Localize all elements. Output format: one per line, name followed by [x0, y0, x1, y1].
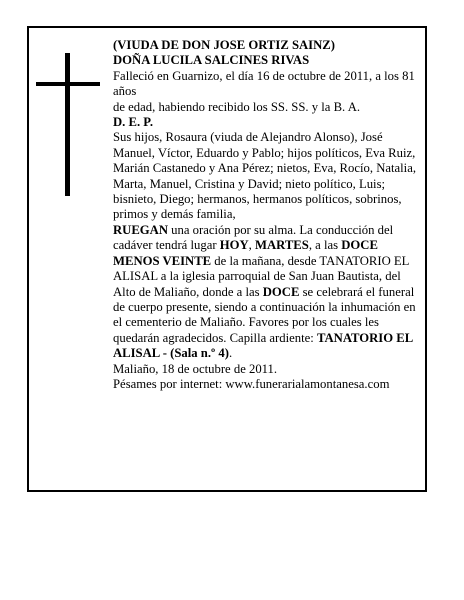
- obituary-text: [113, 38, 425, 392]
- funeral-text-5: se celebrará el funeral de cuerpo presente, siendo a continuación la inhumación en el cementerio de Maliaño. Favores por los cuales les quedarán agradecidos. Capilla ardiente:: [113, 284, 416, 345]
- death-notice: Falleció en Guarnizo, el día 16 de octubre de 2011, a los 81 años: [113, 68, 415, 99]
- dep-line: D. E. P.: [113, 115, 154, 130]
- cross-icon: [65, 53, 70, 196]
- sacraments-line: de edad, habiendo recibido los SS. SS. y la B. A.: [113, 99, 361, 114]
- family-paragraph: Sus hijos, Rosaura (viuda de Alejandro Alonso), José Manuel, Víctor, Eduardo y Pablo; hijos políticos, Eva Ruiz, Marián Castanedo y Ana Pérez; nietos, Eva, Rocío, Natalia, Marta, Manuel, Cristina y David; nieto político, Luis; bisnieto, Diego; hermanos, hermanos políticos, sobrinos, primos y demás familia,: [113, 130, 417, 222]
- cross-icon-bar: [36, 82, 100, 86]
- funeral-text-2: ,: [248, 238, 255, 253]
- ruegan-label: RUEGAN: [113, 222, 168, 237]
- funeral-paragraph: [113, 223, 425, 362]
- hoy-label: HOY: [219, 238, 249, 253]
- doce-label: DOCE: [262, 284, 300, 299]
- tanatorio-label: TANATORIO EL ALISAL - (Sala n.º 4): [113, 330, 413, 361]
- date-line: Maliaño, 18 de octubre de 2011.: [113, 361, 278, 376]
- martes-label: MARTES: [254, 238, 309, 253]
- funeral-text-1: una oración por su alma. La conducción del cadáver tendrá lugar: [113, 222, 394, 253]
- time-label: DOCE MENOS VEINTE: [113, 238, 378, 268]
- condolences-line: Pésames por internet: www.funerarialamontanesa.com: [113, 376, 390, 391]
- deceased-name: DOÑA LUCILA SALCINES RIVAS: [113, 53, 310, 68]
- heading-line-1: (VIUDA DE DON JOSE ORTIZ SAINZ): [113, 38, 335, 52]
- funeral-text-6: .: [228, 346, 233, 361]
- funeral-text-3: , a las: [308, 238, 342, 253]
- funeral-text-4: de la mañana, desde TANATORIO EL ALISAL a la iglesia parroquial de San Juan Bautista, del Alto de Maliaño, donde a las: [113, 253, 409, 299]
